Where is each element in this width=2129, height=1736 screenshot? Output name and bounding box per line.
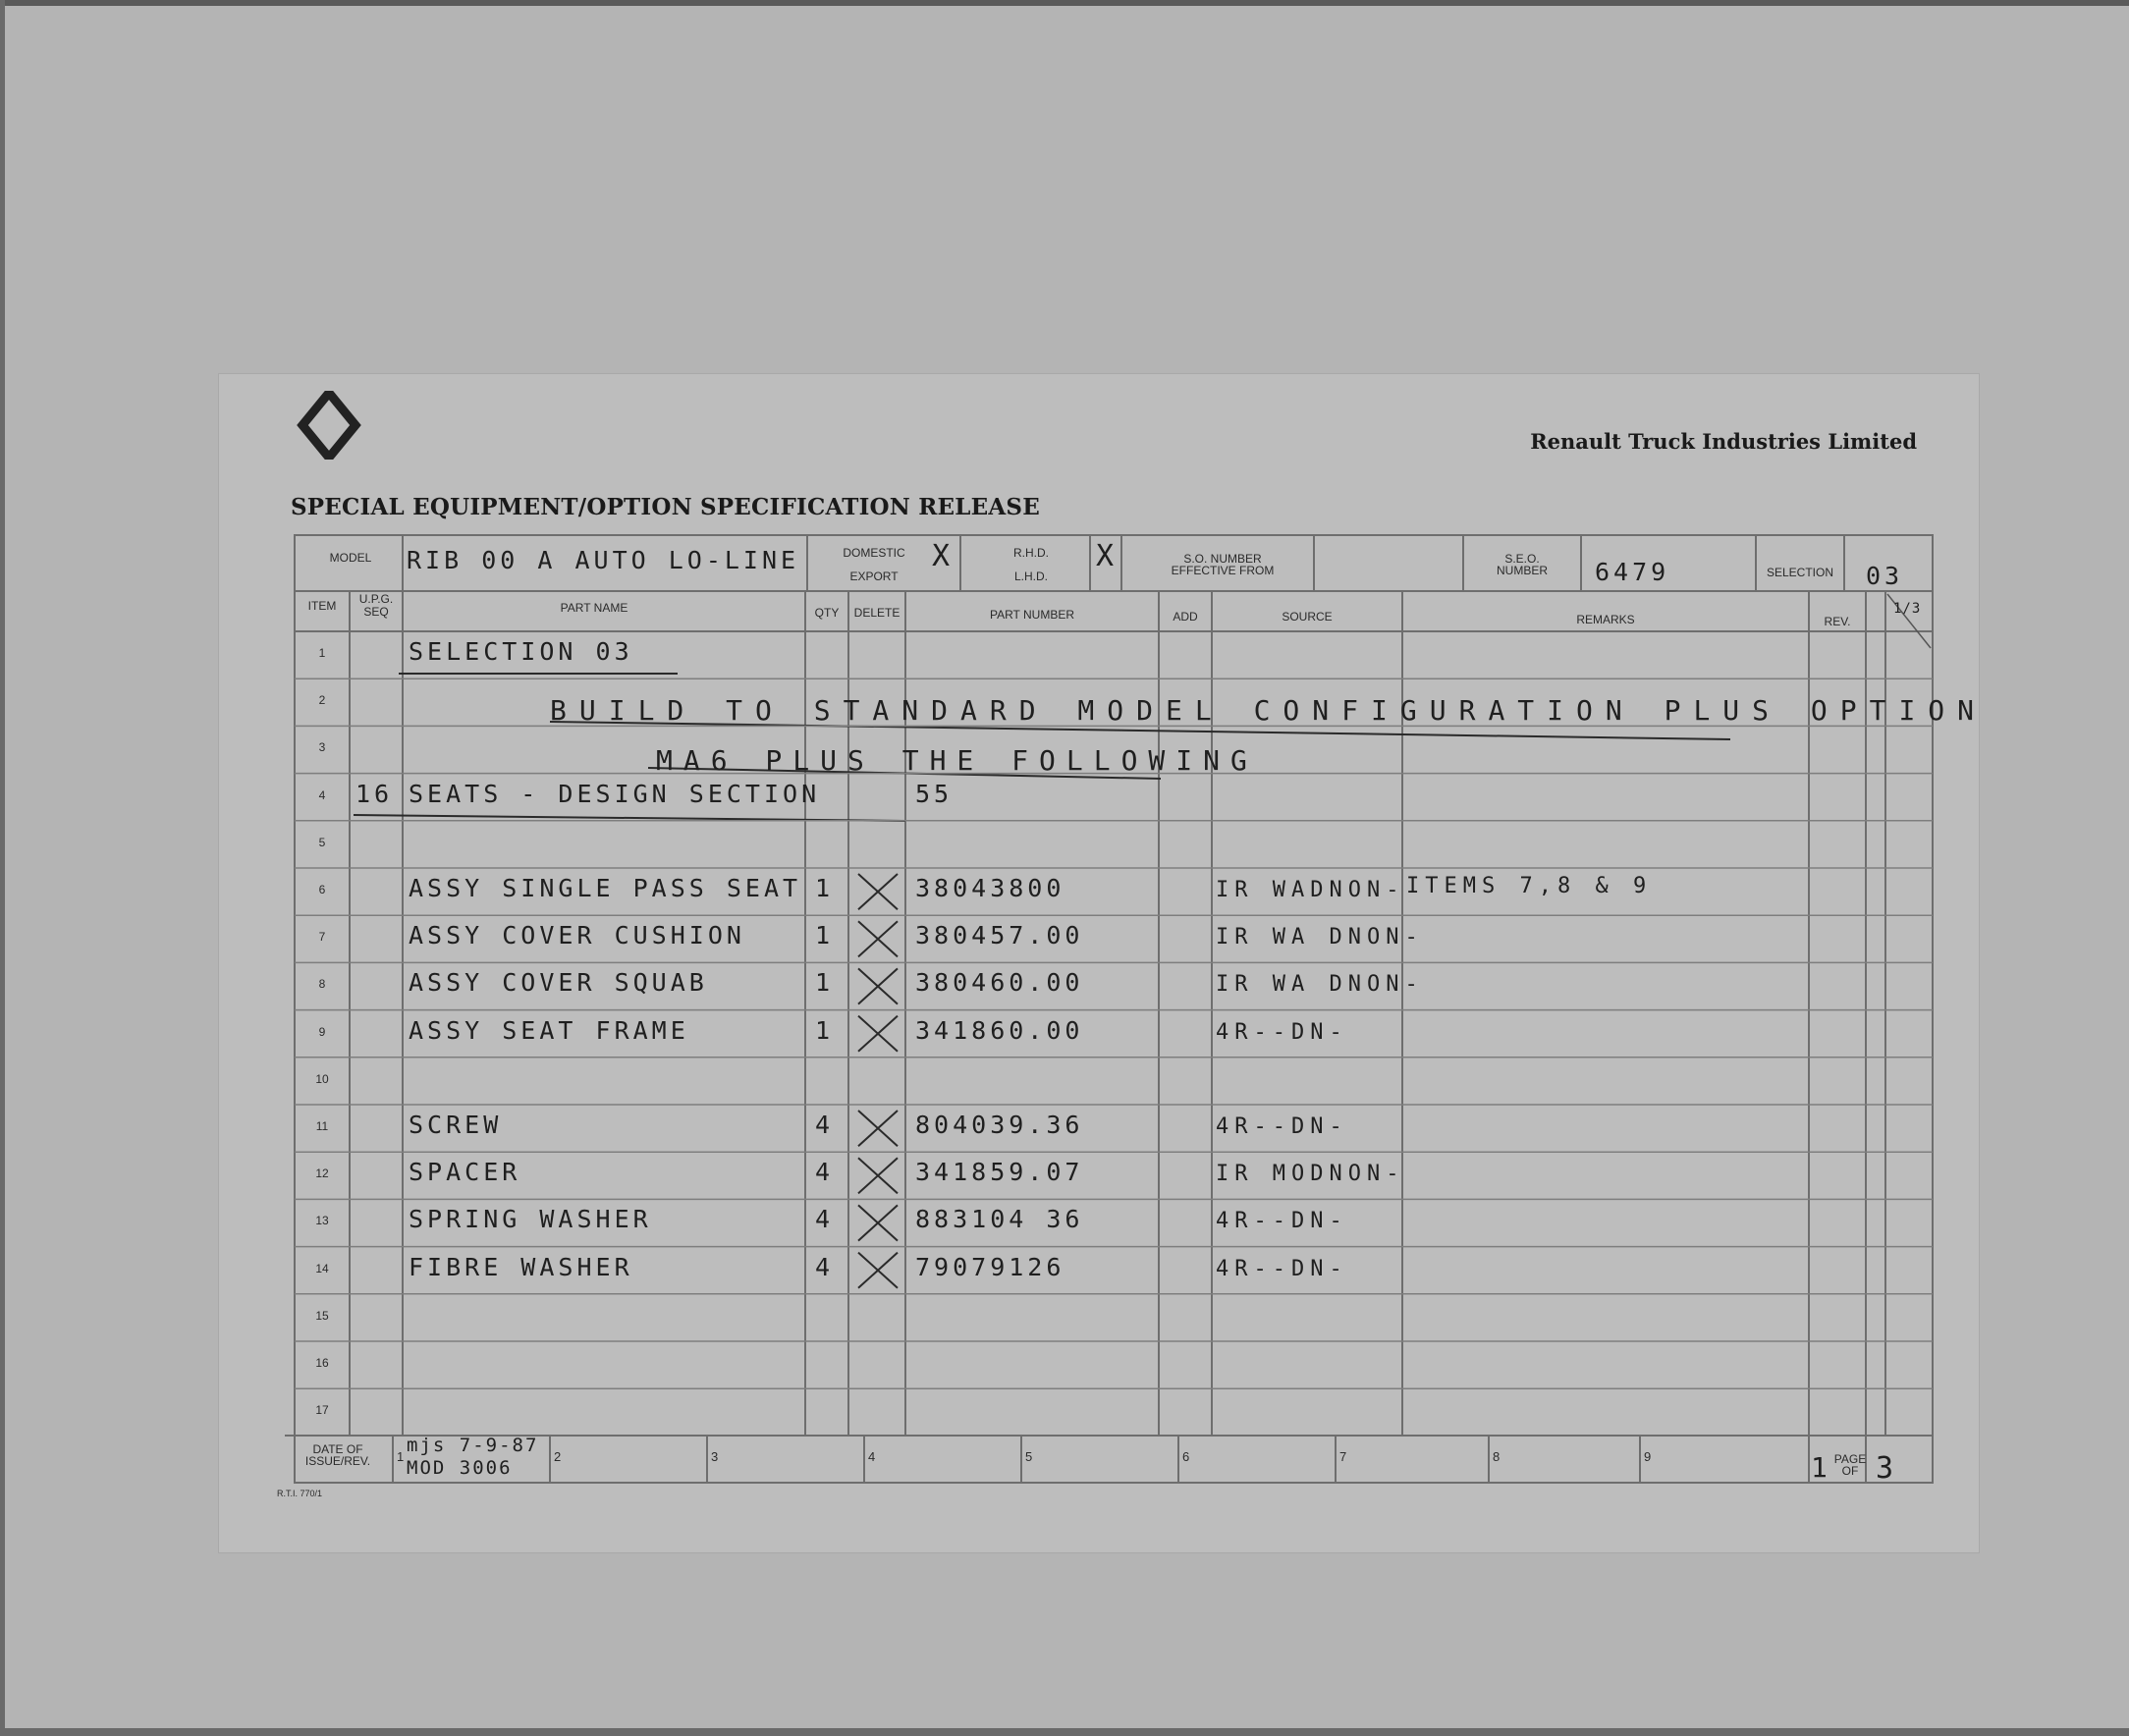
footer-cell-number: 6 <box>1182 1449 1190 1464</box>
row-part-name: SEATS - DESIGN SECTION <box>409 779 821 808</box>
col-seq: SEQ <box>363 605 389 619</box>
row-part-number: 380460.00 <box>915 968 1084 998</box>
row-source: 4R--DN- <box>1216 1256 1348 1281</box>
lhd-label: L.H.D. <box>1013 570 1048 583</box>
row-qty: 1 <box>815 968 835 998</box>
row-part-name: SCREW <box>409 1111 503 1139</box>
so-number-label: S.O. NUMBER <box>1183 552 1262 566</box>
row-part-number: 341859.07 <box>915 1158 1084 1187</box>
row-item-number: 15 <box>315 1308 329 1323</box>
row-part-name: ASSY SEAT FRAME <box>409 1015 689 1045</box>
footer-cell-number: 5 <box>1025 1449 1033 1464</box>
form-code: R.T.I. 770/1 <box>277 1489 323 1498</box>
issue-entry-1: mjs 7-9-87 <box>407 1435 539 1456</box>
row-item-number: 11 <box>315 1119 329 1133</box>
row-qty: 1 <box>815 1015 835 1045</box>
row-item-number: 13 <box>315 1214 329 1228</box>
row-source: 4R--DN- <box>1216 1019 1348 1045</box>
effective-from-label: EFFECTIVE FROM <box>1171 564 1275 577</box>
row-item-number: 1 <box>318 646 326 660</box>
page-label: PAGE <box>1833 1452 1867 1466</box>
row-item-number: 7 <box>318 930 326 945</box>
row-source: IR MODNON- <box>1216 1162 1405 1187</box>
col-upg: U.P.G. <box>358 592 394 606</box>
footer-cell-number: 7 <box>1339 1449 1347 1464</box>
col-item: ITEM <box>307 599 337 613</box>
seo-number-value: 6479 <box>1595 558 1670 586</box>
row-source: IR WA DNON- <box>1216 925 1424 950</box>
col-part-number: PART NUMBER <box>989 608 1074 622</box>
row-part-name: ASSY SINGLE PASS SEAT <box>409 874 802 902</box>
row-item-number: 10 <box>315 1071 329 1086</box>
footer-cell-number: 8 <box>1493 1449 1501 1464</box>
row-item-number: 12 <box>315 1166 329 1181</box>
model-label: MODEL <box>329 551 372 565</box>
row-part-number: 55 <box>915 779 954 808</box>
note-row-3: MA6 PLUS THE FOLLOWING <box>656 744 1258 777</box>
row-source: IR WA DNON- <box>1216 972 1424 998</box>
row-part-number: 380457.00 <box>915 921 1084 950</box>
col-add: ADD <box>1173 610 1198 624</box>
export-label: EXPORT <box>849 570 899 583</box>
seo-label: S.E.O. <box>1504 552 1540 566</box>
row-qty: 4 <box>815 1158 835 1187</box>
row-part-number: 804039.36 <box>915 1111 1084 1139</box>
selection-label: SELECTION <box>1766 566 1833 579</box>
col-delete: DELETE <box>853 606 901 620</box>
col-source: SOURCE <box>1282 610 1333 624</box>
col-rev: REV. <box>1824 615 1851 628</box>
row-part-number: 79079126 <box>915 1252 1065 1281</box>
row-remarks: ITEMS 7,8 & 9 <box>1406 874 1653 898</box>
footer-cell-number: 9 <box>1644 1449 1652 1464</box>
row-part-name: SELECTION 03 <box>409 637 633 666</box>
note-row-2: BUILD TO STANDARD MODEL CONFIGURATION PLUS OPTION <box>550 694 1988 727</box>
row-item-number: 9 <box>318 1024 326 1039</box>
row-item-number: 3 <box>318 740 326 755</box>
page-number: 1 <box>1811 1451 1828 1484</box>
row-item-number: 17 <box>315 1403 329 1418</box>
row-item-number: 6 <box>318 883 326 896</box>
selection-value: 03 <box>1866 562 1904 590</box>
row-source: IR WADNON- <box>1216 878 1405 902</box>
row-part-number: 38043800 <box>915 874 1065 902</box>
col-part-name: PART NAME <box>560 601 628 615</box>
corner-mark: 1/3 <box>1893 601 1922 617</box>
domestic-label: DOMESTIC <box>843 546 905 560</box>
row-part-name: SPACER <box>409 1158 521 1187</box>
model-value: RIB 00 A AUTO LO-LINE <box>407 546 800 574</box>
row-upg-seq: 16 <box>355 779 394 808</box>
col-qty: QTY <box>814 606 840 620</box>
row-source: 4R--DN- <box>1216 1209 1348 1234</box>
row-qty: 1 <box>815 874 835 902</box>
footer-cell-number: 1 <box>397 1449 405 1464</box>
row-item-number: 8 <box>318 977 326 992</box>
issue-rev-label: ISSUE/REV. <box>304 1454 371 1468</box>
rhd-label: R.H.D. <box>1013 546 1049 560</box>
date-of-label: DATE OF <box>312 1442 363 1456</box>
footer-cell-number: 2 <box>554 1449 562 1464</box>
row-part-name: ASSY COVER SQUAB <box>409 968 708 998</box>
row-item-number: 4 <box>318 787 326 802</box>
row-part-name: FIBRE WASHER <box>409 1252 633 1281</box>
row-qty: 1 <box>815 921 835 950</box>
number-label: NUMBER <box>1496 564 1548 577</box>
of-label: OF <box>1841 1464 1859 1478</box>
row-part-number: 341860.00 <box>915 1015 1084 1045</box>
row-item-number: 5 <box>318 835 326 849</box>
row-qty: 4 <box>815 1252 835 1281</box>
row-item-number: 14 <box>315 1261 329 1275</box>
issue-entry-1b: MOD 3006 <box>407 1457 513 1479</box>
rhd-mark: X <box>1096 539 1115 573</box>
row-item-number: 2 <box>318 693 326 708</box>
row-part-name: ASSY COVER CUSHION <box>409 921 745 950</box>
footer-cell-number: 3 <box>711 1449 719 1464</box>
company-name: Renault Truck Industries Limited <box>1530 429 1917 454</box>
footer-cell-number: 4 <box>868 1449 876 1464</box>
row-part-name: SPRING WASHER <box>409 1205 652 1234</box>
row-item-number: 16 <box>315 1356 329 1370</box>
row-qty: 4 <box>815 1111 835 1139</box>
row-source: 4R--DN- <box>1216 1114 1348 1139</box>
domestic-mark: X <box>932 539 951 573</box>
row-qty: 4 <box>815 1205 835 1234</box>
form-title: SPECIAL EQUIPMENT/OPTION SPECIFICATION RELEASE <box>291 494 1040 520</box>
page-total: 3 <box>1876 1451 1894 1486</box>
col-remarks: REMARKS <box>1576 613 1635 626</box>
row-part-number: 883104 36 <box>915 1205 1084 1234</box>
